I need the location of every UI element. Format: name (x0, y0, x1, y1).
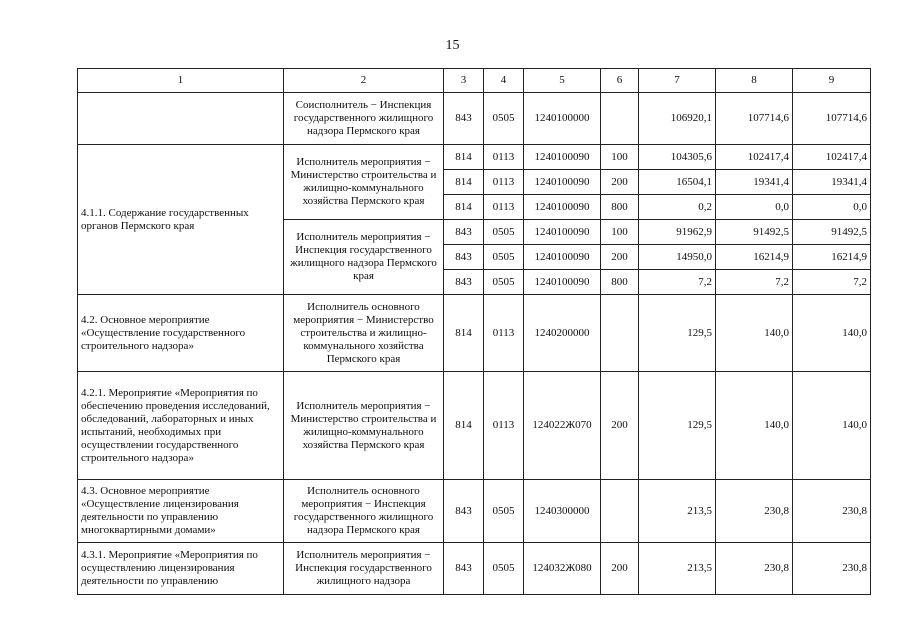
table-row (78, 93, 871, 145)
cell-amount-col7: 7,2 (639, 270, 716, 295)
cell-expense-type: 200 (601, 543, 639, 595)
cell-amount-col9: 140,0 (793, 372, 871, 480)
header-col-4: 4 (484, 69, 524, 93)
cell-target-code: 124032Ж080 (524, 543, 601, 595)
header-col-5: 5 (524, 69, 601, 93)
cell-amount-col7: 213,5 (639, 480, 716, 543)
executor-cell: Исполнитель основного мероприятия − Министерство строительства и жилищно-коммунального хозяйства Пермского края (284, 295, 444, 372)
cell-target-code: 1240100090 (524, 195, 601, 220)
executor-cell: Исполнитель мероприятия − Инспекция государственного жилищного надзора Пермского края (284, 220, 444, 295)
cell-target-code: 1240300000 (524, 480, 601, 543)
cell-section-code: 0113 (484, 145, 524, 170)
cell-section-code: 0505 (484, 480, 524, 543)
cell-admin-code: 814 (444, 295, 484, 372)
cell-admin-code: 843 (444, 220, 484, 245)
cell-expense-type: 100 (601, 220, 639, 245)
cell-amount-col7: 129,5 (639, 295, 716, 372)
cell-amount-col7: 14950,0 (639, 245, 716, 270)
cell-amount-col9: 102417,4 (793, 145, 871, 170)
table-header-row (78, 69, 871, 93)
executor-cell: Исполнитель основного мероприятия − Инспекция государственного жилищного надзора Пермского края (284, 480, 444, 543)
cell-admin-code: 843 (444, 480, 484, 543)
cell-target-code: 1240100090 (524, 270, 601, 295)
cell-amount-col9: 7,2 (793, 270, 871, 295)
cell-admin-code: 843 (444, 93, 484, 145)
table-row (78, 543, 871, 595)
program-item-name (78, 93, 284, 145)
cell-amount-col8: 230,8 (716, 543, 793, 595)
cell-amount-col7: 106920,1 (639, 93, 716, 145)
cell-amount-col7: 213,5 (639, 543, 716, 595)
table-row (78, 480, 871, 543)
cell-amount-col8: 107714,6 (716, 93, 793, 145)
cell-admin-code: 843 (444, 270, 484, 295)
cell-amount-col9: 19341,4 (793, 170, 871, 195)
cell-amount-col8: 0,0 (716, 195, 793, 220)
cell-target-code: 1240100090 (524, 145, 601, 170)
header-col-6: 6 (601, 69, 639, 93)
cell-section-code: 0113 (484, 170, 524, 195)
cell-expense-type (601, 480, 639, 543)
cell-admin-code: 843 (444, 245, 484, 270)
cell-target-code: 1240100090 (524, 170, 601, 195)
cell-amount-col9: 16214,9 (793, 245, 871, 270)
cell-admin-code: 814 (444, 170, 484, 195)
cell-expense-type (601, 295, 639, 372)
header-col-2: 2 (284, 69, 444, 93)
cell-admin-code: 814 (444, 195, 484, 220)
cell-amount-col8: 91492,5 (716, 220, 793, 245)
cell-amount-col9: 91492,5 (793, 220, 871, 245)
table-row (78, 295, 871, 372)
table-row (78, 145, 871, 170)
cell-expense-type: 800 (601, 270, 639, 295)
cell-expense-type: 200 (601, 372, 639, 480)
program-item-name: 4.3. Основное мероприятие «Осуществление лицензирования деятельности по управлению многоквартирными домами» (78, 480, 284, 543)
cell-target-code: 1240200000 (524, 295, 601, 372)
cell-amount-col9: 107714,6 (793, 93, 871, 145)
executor-cell: Соисполнитель − Инспекция государственного жилищного надзора Пермского края (284, 93, 444, 145)
header-col-7: 7 (639, 69, 716, 93)
cell-amount-col9: 140,0 (793, 295, 871, 372)
program-item-name: 4.2. Основное мероприятие «Осуществление государственного строительного надзора» (78, 295, 284, 372)
cell-section-code: 0505 (484, 245, 524, 270)
executor-cell: Исполнитель мероприятия − Министерство строительства и жилищно-коммунального хозяйства Пермского края (284, 372, 444, 480)
cell-expense-type (601, 93, 639, 145)
cell-amount-col8: 19341,4 (716, 170, 793, 195)
program-item-name: 4.3.1. Мероприятие «Мероприятия по осуществлению лицензирования деятельности по управлению (78, 543, 284, 595)
executor-cell: Исполнитель мероприятия − Министерство строительства и жилищно-коммунального хозяйства Пермского края (284, 145, 444, 220)
cell-section-code: 0505 (484, 93, 524, 145)
cell-target-code: 124022Ж070 (524, 372, 601, 480)
cell-admin-code: 843 (444, 543, 484, 595)
header-col-3: 3 (444, 69, 484, 93)
cell-section-code: 0505 (484, 543, 524, 595)
cell-expense-type: 800 (601, 195, 639, 220)
cell-amount-col7: 104305,6 (639, 145, 716, 170)
cell-amount-col9: 0,0 (793, 195, 871, 220)
cell-section-code: 0113 (484, 295, 524, 372)
cell-section-code: 0113 (484, 195, 524, 220)
cell-amount-col8: 140,0 (716, 372, 793, 480)
cell-amount-col8: 102417,4 (716, 145, 793, 170)
cell-amount-col8: 16214,9 (716, 245, 793, 270)
cell-amount-col7: 129,5 (639, 372, 716, 480)
cell-section-code: 0505 (484, 220, 524, 245)
cell-target-code: 1240100090 (524, 245, 601, 270)
cell-target-code: 1240100090 (524, 220, 601, 245)
cell-admin-code: 814 (444, 145, 484, 170)
program-item-name: 4.1.1. Содержание государственных органов Пермского края (78, 145, 284, 295)
executor-cell: Исполнитель мероприятия − Инспекция государственного жилищного надзора (284, 543, 444, 595)
cell-amount-col8: 7,2 (716, 270, 793, 295)
page-number: 15 (445, 38, 460, 53)
program-item-name: 4.2.1. Мероприятие «Мероприятия по обеспечению проведения исследований, обследований, лабораторных и иных испытаний, необходимых при осуществлении государственного строительного надзора» (78, 372, 284, 480)
cell-amount-col9: 230,8 (793, 543, 871, 595)
cell-amount-col8: 140,0 (716, 295, 793, 372)
cell-expense-type: 200 (601, 245, 639, 270)
cell-amount-col7: 91962,9 (639, 220, 716, 245)
cell-section-code: 0505 (484, 270, 524, 295)
budget-table (77, 68, 871, 595)
cell-expense-type: 200 (601, 170, 639, 195)
header-col-1: 1 (78, 69, 284, 93)
cell-section-code: 0113 (484, 372, 524, 480)
cell-amount-col7: 16504,1 (639, 170, 716, 195)
cell-admin-code: 814 (444, 372, 484, 480)
cell-amount-col9: 230,8 (793, 480, 871, 543)
cell-amount-col8: 230,8 (716, 480, 793, 543)
header-col-9: 9 (793, 69, 871, 93)
cell-expense-type: 100 (601, 145, 639, 170)
table-row (78, 372, 871, 480)
cell-target-code: 1240100000 (524, 93, 601, 145)
header-col-8: 8 (716, 69, 793, 93)
cell-amount-col7: 0,2 (639, 195, 716, 220)
